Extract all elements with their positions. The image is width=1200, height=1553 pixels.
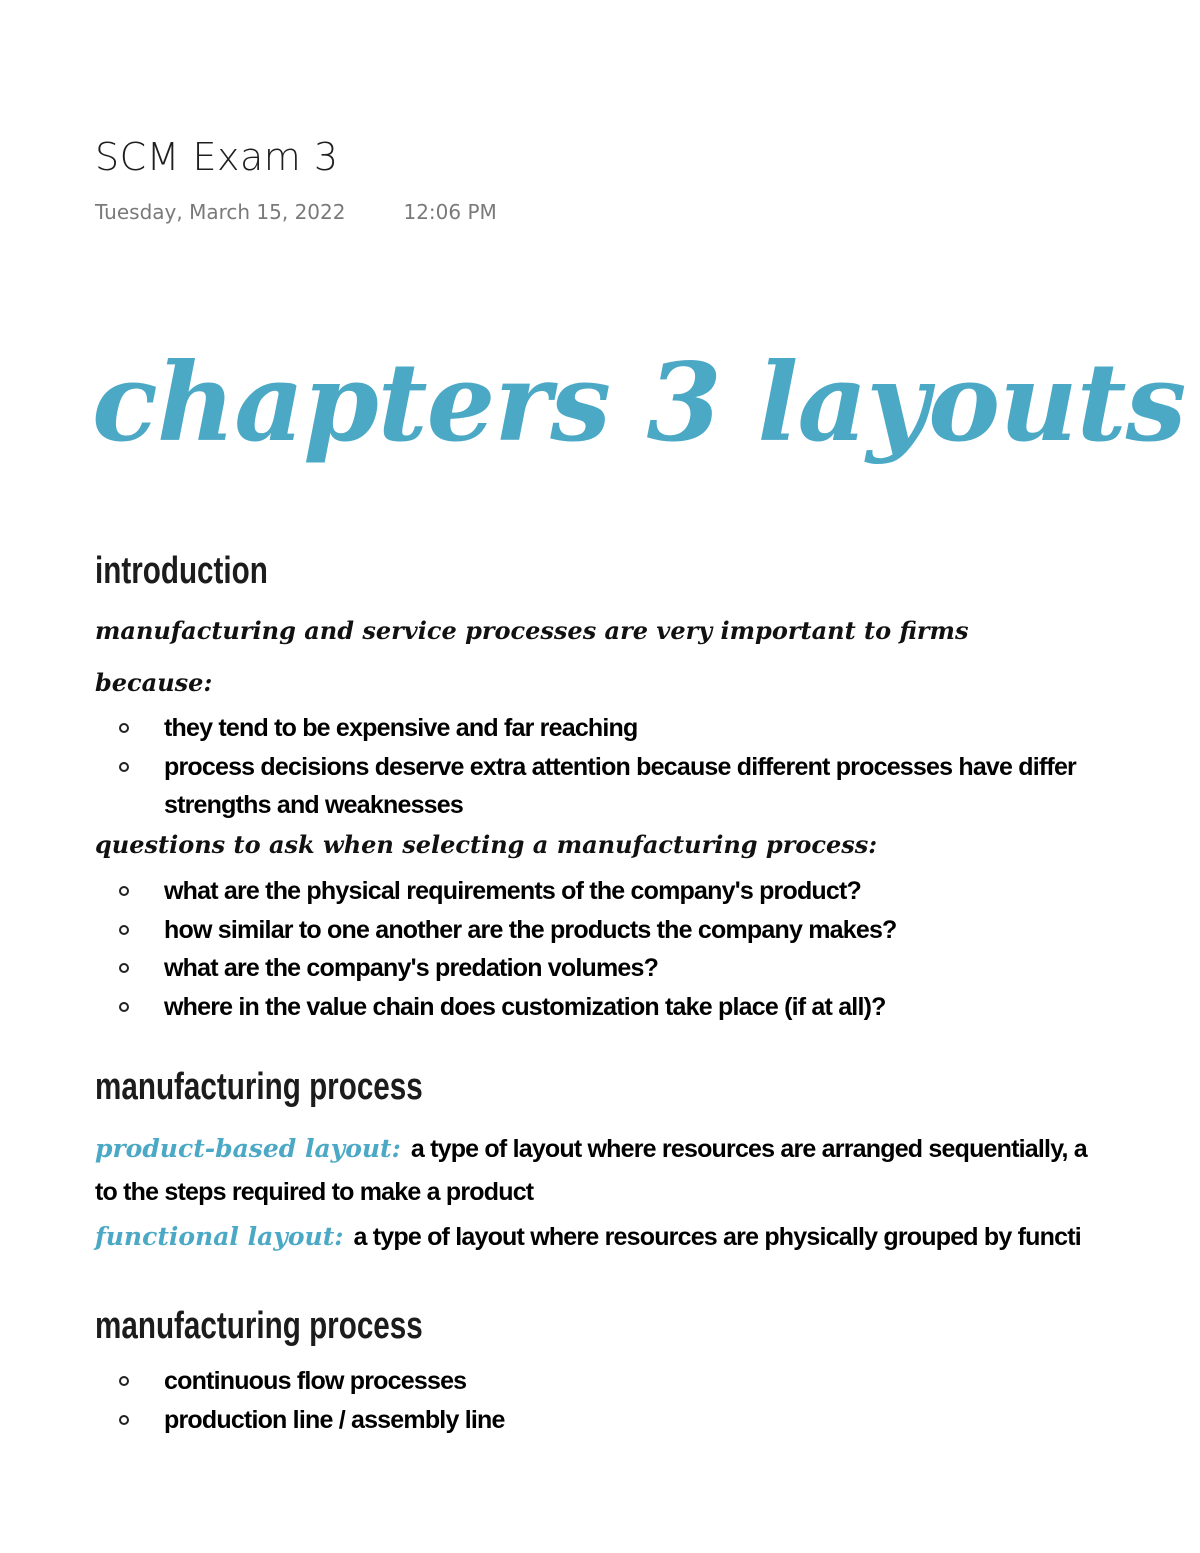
list-item xyxy=(0,1401,1200,1440)
intro-script-line: manufacturing and service processes are very important to firms xyxy=(95,616,969,645)
circle-bullet-icon xyxy=(119,963,129,973)
list-item-text: production line / assembly line xyxy=(164,1405,505,1434)
list-item xyxy=(0,709,1200,748)
list-item xyxy=(0,988,1200,1027)
list-item xyxy=(0,949,1200,988)
note-meta xyxy=(95,200,497,224)
section-heading-manufacturing-process: manufacturing process xyxy=(95,1066,423,1108)
circle-bullet-icon xyxy=(119,1415,129,1425)
list-item-text: continuous flow processes xyxy=(164,1367,467,1395)
functional-layout-definition xyxy=(95,1222,1081,1252)
list-item-text: they tend to be expensive and far reaching xyxy=(164,714,638,742)
note-title: SCM Exam 3 xyxy=(95,135,339,179)
functional-layout-text: a type of layout where resources are physically grouped by functi xyxy=(353,1223,1081,1251)
section-heading-manufacturing-process-2: manufacturing process xyxy=(95,1305,423,1347)
note-date: Tuesday, March 15, 2022 xyxy=(95,200,346,224)
product-layout-term: product-based layout: xyxy=(95,1134,401,1163)
circle-bullet-icon xyxy=(119,1002,129,1012)
because-label: because: xyxy=(95,668,213,697)
circle-bullet-icon xyxy=(119,925,129,935)
intro-bullet-list xyxy=(0,709,1200,825)
list-item xyxy=(0,1362,1200,1401)
list-item-text: process decisions deserve extra attention because different processes have differ xyxy=(164,752,1076,781)
list-item xyxy=(0,748,1200,825)
list-item-text: where in the value chain does customization take place (if at all)? xyxy=(164,992,886,1021)
circle-bullet-icon xyxy=(119,1376,129,1386)
functional-layout-term: functional layout: xyxy=(95,1222,344,1251)
questions-bullet-list xyxy=(0,872,1200,1026)
circle-bullet-icon xyxy=(119,886,129,896)
list-item-text: what are the physical requirements of the company's product? xyxy=(164,877,861,905)
questions-label: questions to ask when selecting a manufacturing process: xyxy=(95,830,878,859)
list-item-continuation: strengths and weaknesses xyxy=(164,791,463,819)
circle-bullet-icon xyxy=(119,762,129,772)
section-heading-introduction: introduction xyxy=(95,550,268,592)
product-layout-definition xyxy=(95,1134,1087,1164)
note-time: 12:06 PM xyxy=(403,200,497,224)
circle-bullet-icon xyxy=(119,723,129,733)
process-types-list xyxy=(0,1362,1200,1439)
list-item-text: what are the company's predation volumes? xyxy=(164,954,659,982)
product-layout-text: a type of layout where resources are arranged sequentially, a xyxy=(410,1135,1087,1163)
list-item xyxy=(0,872,1200,911)
list-item-text: how similar to one another are the products the company makes? xyxy=(164,915,897,944)
chapter-heading: chapters 3 layouts xyxy=(92,340,1186,466)
list-item xyxy=(0,911,1200,950)
product-layout-definition-cont: to the steps required to make a product xyxy=(95,1178,534,1206)
